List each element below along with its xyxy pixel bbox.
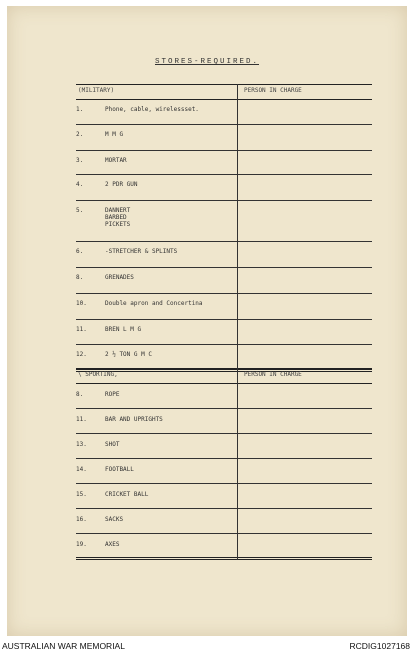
table-row: [76, 125, 372, 151]
row-item: MORTAR: [105, 157, 127, 164]
row-item: 2 ½ TON G M C: [105, 351, 152, 358]
table-row: [76, 242, 372, 268]
footer-record-id: RCDIG1027168: [349, 641, 410, 651]
row-item: FOOTBALL: [105, 466, 134, 473]
row-number: 5.: [76, 207, 84, 214]
row-item: Phone, cable, wirelessset.: [105, 106, 199, 113]
row-number: 8.: [76, 274, 84, 281]
column-divider: [237, 368, 238, 560]
row-number: 2.: [76, 131, 84, 138]
row-number: 14.: [76, 466, 87, 473]
sporting-stores-table: [76, 368, 372, 560]
table-row: [76, 201, 372, 242]
row-item: CRICKET BALL: [105, 491, 149, 498]
table-row: [76, 484, 372, 509]
row-number: 1.: [76, 106, 84, 113]
row-item: ROPE: [105, 391, 120, 398]
table-row: [76, 459, 372, 484]
military-header-label: (MILITARY): [78, 87, 115, 94]
table-row: [76, 175, 372, 201]
table-row: [76, 509, 372, 534]
row-item: -STRETCHER & SPLINTS: [105, 248, 178, 255]
row-item: M M G: [105, 131, 124, 138]
row-number: 16.: [76, 516, 87, 523]
table-row: [76, 534, 372, 560]
table-row: [76, 151, 372, 175]
sporting-header-label: \ SPORTING,: [78, 371, 118, 378]
row-number: 6.: [76, 248, 84, 255]
military-stores-table: [76, 84, 372, 372]
row-number: 15.: [76, 491, 87, 498]
footer-institution: AUSTRALIAN WAR MEMORIAL: [2, 641, 125, 651]
row-number: 8.: [76, 391, 84, 398]
row-number: 13.: [76, 441, 87, 448]
page-title: STORES-REQUIRED.: [154, 58, 259, 66]
row-number: 11.: [76, 416, 87, 423]
row-item: BREN L M G: [105, 326, 142, 333]
row-item: SHOT: [105, 441, 120, 448]
sporting-header-row: [76, 368, 372, 384]
row-item: AXES: [105, 541, 120, 548]
table-row: [76, 268, 372, 294]
row-number: 11.: [76, 326, 87, 333]
row-item: GRENADES: [105, 274, 134, 281]
archive-footer: [0, 638, 414, 654]
person-in-charge-header: PERSON IN CHARGE: [244, 371, 302, 378]
row-item: 2 PDR GUN: [105, 181, 138, 188]
table-row: [76, 409, 372, 434]
table-row: [76, 294, 372, 320]
table-row: [76, 100, 372, 125]
table-row: [76, 384, 372, 409]
row-item: SACKS: [105, 516, 124, 523]
military-header-row: [76, 84, 372, 100]
row-number: 3.: [76, 157, 84, 164]
person-in-charge-header: PERSON IN CHARGE: [244, 87, 302, 94]
row-item: Double apron and Concertina: [105, 300, 203, 307]
row-number: 12.: [76, 351, 87, 358]
row-item: BAR AND UPRIGHTS: [105, 416, 163, 423]
row-number: 19.: [76, 541, 87, 548]
column-divider: [237, 84, 238, 372]
table-row: [76, 434, 372, 459]
table-row: [76, 320, 372, 345]
row-item: DANNERT BARBED PICKETS: [105, 207, 131, 228]
row-number: 10.: [76, 300, 87, 307]
row-number: 4.: [76, 181, 84, 188]
